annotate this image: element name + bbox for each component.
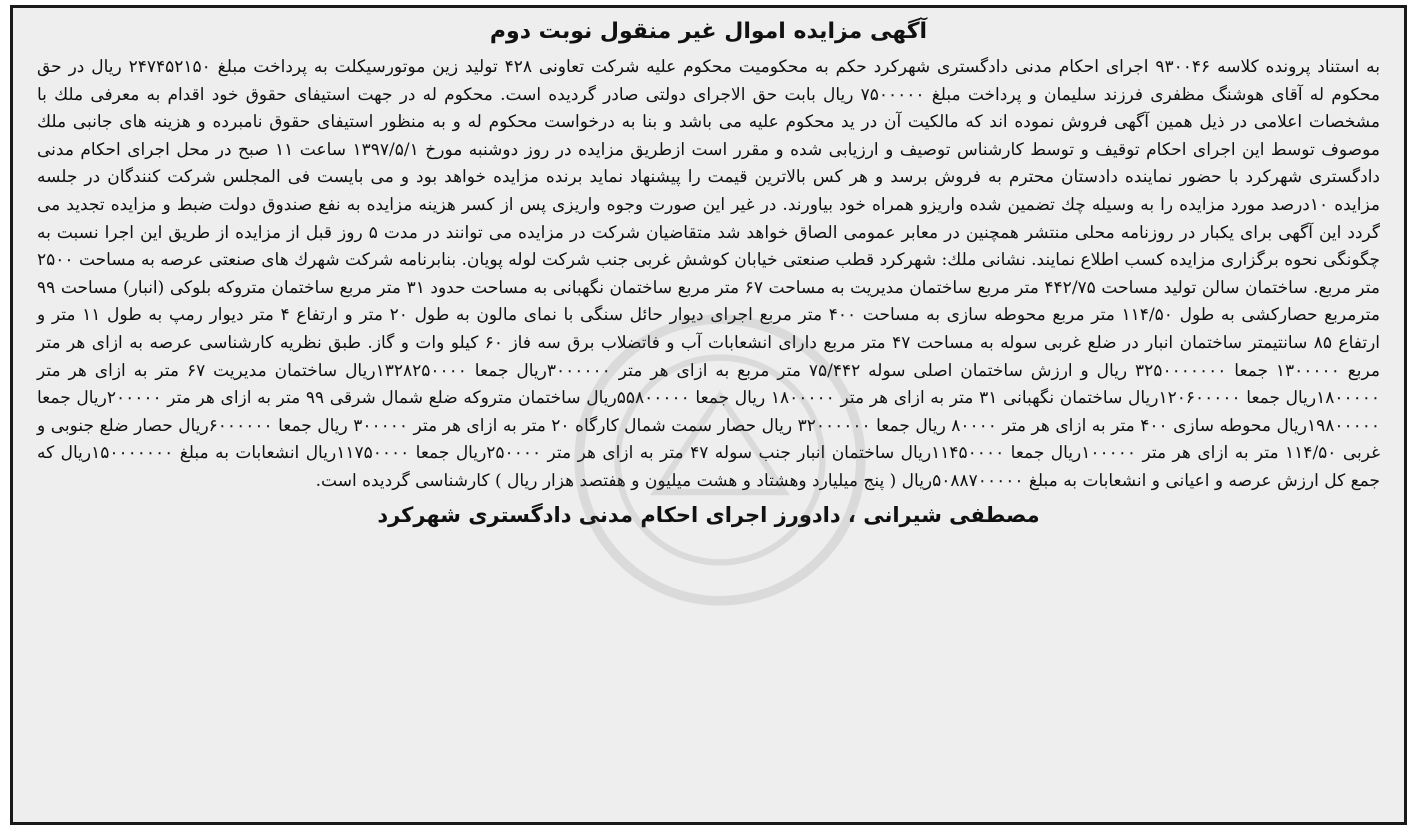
notice-signature: مصطفی شیرانی ، دادورز اجرای احکام مدنی دادگستری شهرکرد — [377, 502, 1040, 527]
notice-body: به استناد پرونده کلاسه ۹۳۰۰۴۶ اجرای احکام مدنی دادگستری شهرکرد حکم به محکومیت محکوم علیه شرکت تعاونی ۴۲۸ تولید زین موتورسیکلت به پرداخت مبلغ ۲۴۷۴۵۲۱۵۰ ریال در حق محکوم له آقای هوشنگ مظفری فرزند سلیمان و پرداخت مبلغ ۷۵۰۰۰۰۰ ریال بابت حق الاجرای دولتی صادر گردیده است. محکوم له در جهت استیفای حقوق خود اقدام به معرفی ملك با مشخصات اعلامی در ذیل همین آگهی فروش نموده اند که مالکیت آن در ید محکوم علیه می باشد و بنا به درخواست محکوم له و به منظور استیفای حقوق نامبرده و هزینه های جانبی ملك موصوف توسط این اجرای احکام توقیف و توسط کارشناس توصیف و ارزیابی شده و مقرر است ازطریق مزایده در روز دوشنبه مورخ ۱۳۹۷/۵/۱ ساعت ۱۱ صبح در محل اجرای احکام مدنی دادگستری شهرکرد با حضور نماینده دادستان محترم به فروش برسد و هر کس بالاترین قیمت را پیشنهاد نماید برنده مزایده خواهد بود و می بایست فی المجلس شرکت کنندگان در جلسه مزایده ۱۰درصد مورد مزایده را به وسیله چك تضمین شده واریزو همراه خود بیاورند. در غیر این صورت وجوه واریزی پس از کسر هزینه مزایده به نفع صندوق دولت ضبط و مزایده تجدید می گردد این آگهی برای یکبار در روزنامه محلی منتشر همچنین در معابر عمومی الصاق خواهد شد متقاضیان شرکت در مزایده می توانند در مدت ۵ روز قبل از مزایده از طریق این اجرا نسبت به چگونگی نحوه برگزاری مزایده کسب اطلاع نمایند. نشانی ملك: شهرکرد قطب صنعتی خیابان کوشش غربی جنب شرکت لوله پویان. بنابرنامه شرکت شهرك های صنعتی عرصه به مساحت ۲۵۰۰ متر مربع. ساختمان سالن تولید مساحت ۴۴۲/۷۵ متر مربع ساختمان مدیریت به مساحت ۶۷ متر مربع ساختمان نگهبانی به مساحت حدود ۳۱ متر مربع ساختمان متروکه بلوکی (انبار) مساحت ۹۹ مترمربع حصارکشی به طول ۱۱۴/۵۰ متر مربع محوطه سازی به مساحت ۴۰۰ متر مربع اجرای دیوار حائل سنگی با نمای مالون به طول ۲۰ متر و ارتفاع ۴ متر دیوار رمپ به طول ۱۱ متر و ارتفاع ۸۵ سانتیمتر ساختمان انبار در ضلع غربی سوله به مساحت ۴۷ متر مربع دارای انشعابات آب و فاتضلاب برق سه فاز ۶۰ کیلو وات و گاز. طبق نظریه کارشناسی عرصه به ازای هر متر مربع ۱۳۰۰۰۰۰ جمعا ۳۲۵۰۰۰۰۰۰۰ ریال و ارزش ساختمان اصلی سوله ۷۵/۴۴۲ متر مربع به ازای هر متر ۳۰۰۰۰۰۰ریال جمعا ۱۳۲۸۲۵۰۰۰۰ریال ساختمان مدیریت ۶۷ متر به ازای هر متر ۱۸۰۰۰۰۰ریال جمعا ۱۲۰۶۰۰۰۰۰ریال ساختمان نگهبانی ۳۱ متر به ازای هر متر ۱۸۰۰۰۰۰ ریال جمعا ۵۵۸۰۰۰۰۰ریال ساختمان متروکه ضلع شمال شرقی ۹۹ متر به ازای هر متر ۲۰۰۰۰۰ریال جمعا ۱۹۸۰۰۰۰۰ریال محوطه سازی ۴۰۰ متر به ازای هر متر ۸۰۰۰۰ ریال جمعا ۳۲۰۰۰۰۰۰ ریال حصار سمت شمال کارگاه ۲۰ متر به ازای هر متر ۳۰۰۰۰۰ ریال جمعا ۶۰۰۰۰۰۰ریال حصار ضلع جنوبی و غربی ۱۱۴/۵۰ متر به ازای هر متر ۱۰۰۰۰۰ریال جمعا ۱۱۴۵۰۰۰۰ریال ساختمان انبار جنب سوله ۴۷ متر به ازای هر متر ۲۵۰۰۰۰ریال جمعا ۱۱۷۵۰۰۰۰ریال انشعابات به مبلغ ۱۵۰۰۰۰۰۰۰ریال که جمع کل ارزش عرصه و اعیانی و انشعابات به مبلغ ۵۰۸۸۷۰۰۰۰۰ریال ( پنج میلیارد وهشتاد و هشت میلیون و هفتصد هزار ریال ) کارشناسی گردیده است. — [37, 57, 1381, 491]
notice-title: آگهی مزایده اموال غیر منقول نوبت دوم — [489, 19, 928, 44]
auction-notice — [10, 5, 1407, 825]
